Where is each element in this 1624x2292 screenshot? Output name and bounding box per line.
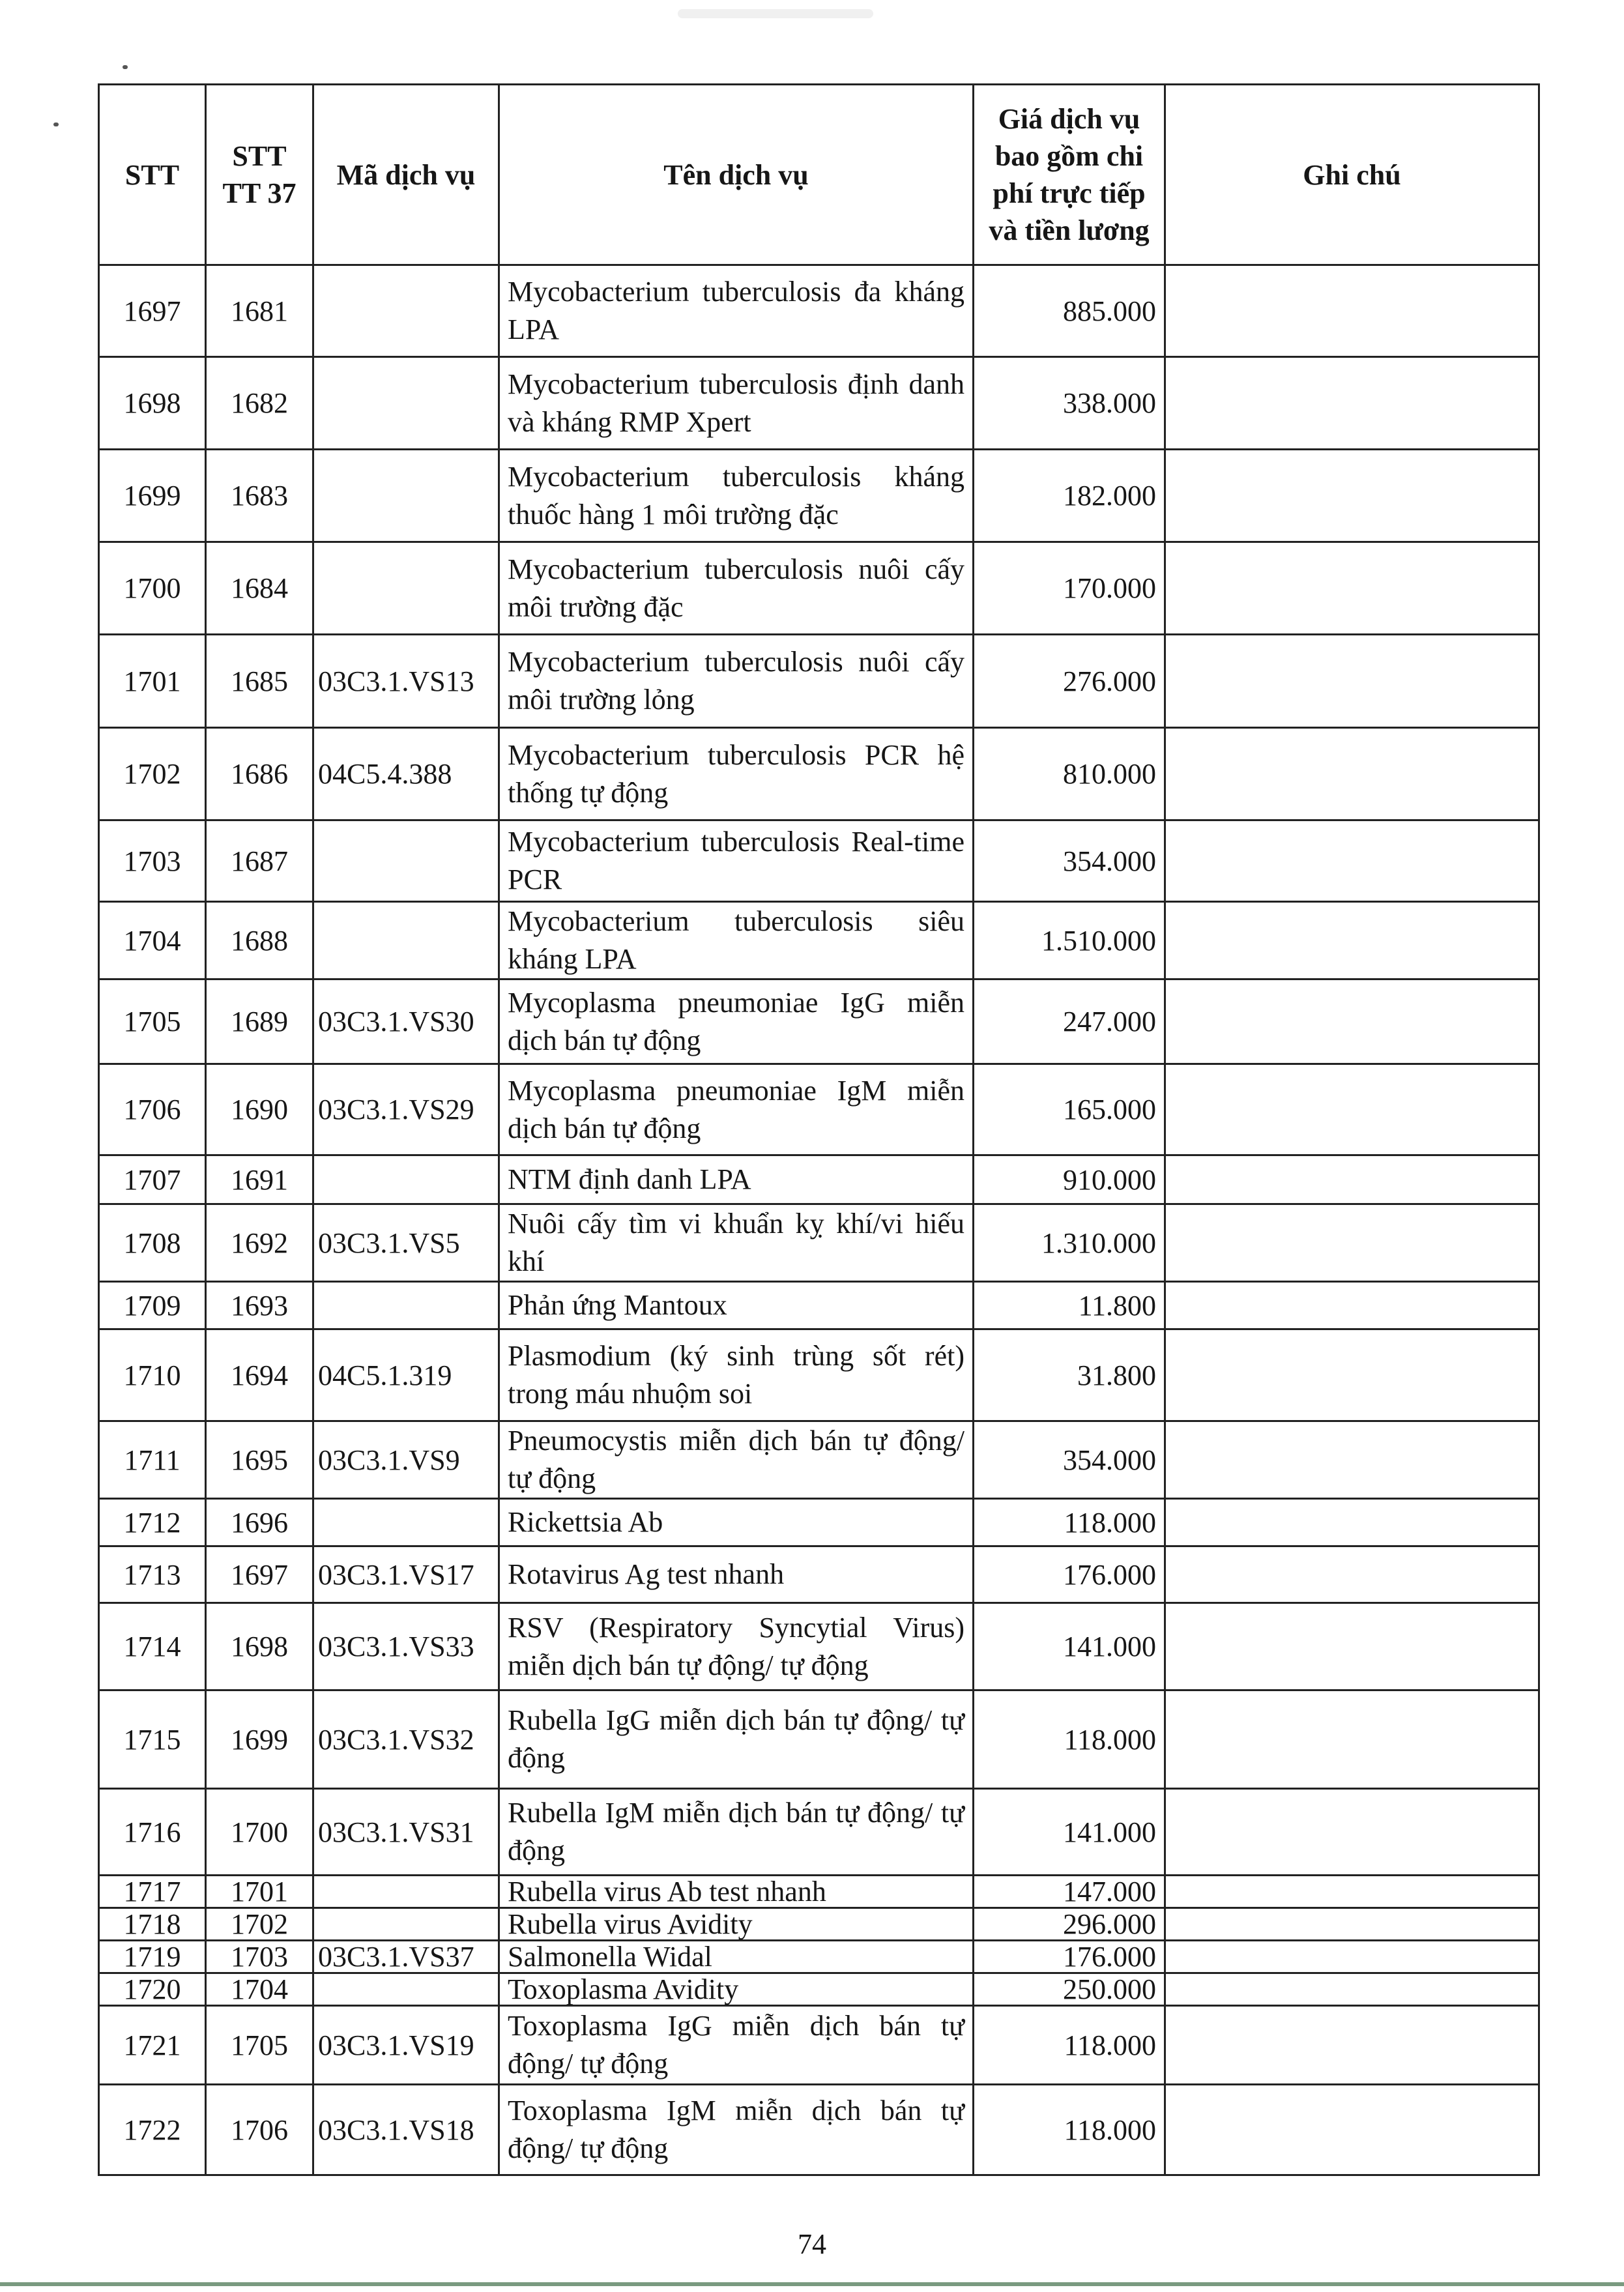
scan-smudge: [678, 9, 873, 18]
service-name-cell: RSV (Respiratory Syncytial Virus) miễn dịch bán tự động/ tự động: [499, 1603, 974, 1690]
stt-tt37-cell: 1701: [206, 1876, 313, 1908]
note-cell: [1165, 1155, 1539, 1204]
stt-tt37-cell: 1681: [206, 265, 313, 357]
service-code-cell: [313, 450, 499, 542]
stt-tt37-cell: 1684: [206, 542, 313, 635]
note-cell: [1165, 1499, 1539, 1546]
service-code-cell: 03C3.1.VS17: [313, 1546, 499, 1603]
service-name-cell: Rubella IgM miễn dịch bán tự động/ tự động: [499, 1789, 974, 1876]
stt-tt37-cell: 1702: [206, 1908, 313, 1941]
note-cell: [1165, 1329, 1539, 1421]
service-code-cell: 03C3.1.VS29: [313, 1064, 499, 1155]
service-name-cell: Nuôi cấy tìm vi khuẩn kỵ khí/vi hiếu khí: [499, 1204, 974, 1282]
stt-tt37-cell: 1705: [206, 2006, 313, 2085]
stt-tt37-cell: 1685: [206, 635, 313, 728]
service-name-cell: Mycoplasma pneumoniae IgG miễn dịch bán tự động: [499, 979, 974, 1064]
service-code-cell: 03C3.1.VS32: [313, 1690, 499, 1789]
table-row: [99, 1421, 1539, 1499]
service-code-cell: 03C3.1.VS19: [313, 2006, 499, 2085]
note-cell: [1165, 728, 1539, 820]
service-name-cell: Rickettsia Ab: [499, 1499, 974, 1546]
note-cell: [1165, 1603, 1539, 1690]
stt-cell: 1706: [99, 1064, 206, 1155]
service-code-cell: [313, 1499, 499, 1546]
service-name-cell: Mycobacterium tuberculosis Real-time PCR: [499, 820, 974, 902]
stt-tt37-cell: 1687: [206, 820, 313, 902]
stt-tt37-cell: 1698: [206, 1603, 313, 1690]
stt-tt37-cell: 1706: [206, 2085, 313, 2175]
stt-tt37-cell: 1697: [206, 1546, 313, 1603]
price-cell: 247.000: [974, 979, 1165, 1064]
stt-cell: 1711: [99, 1421, 206, 1499]
service-name-cell: Salmonella Widal: [499, 1941, 974, 1973]
service-name-cell: Mycobacterium tuberculosis kháng thuốc hàng 1 môi trường đặc: [499, 450, 974, 542]
service-name-cell: Phản ứng Mantoux: [499, 1282, 974, 1329]
scan-dot: [53, 123, 59, 126]
price-cell: 910.000: [974, 1155, 1165, 1204]
service-name-cell: Toxoplasma Avidity: [499, 1973, 974, 2006]
service-name-cell: Rubella virus Avidity: [499, 1908, 974, 1941]
price-cell: 176.000: [974, 1546, 1165, 1603]
table-row: [99, 1603, 1539, 1690]
header-stt-tt37: STT TT 37: [206, 85, 313, 265]
header-service-name: Tên dịch vụ: [499, 85, 974, 265]
service-code-cell: [313, 1876, 499, 1908]
price-cell: 11.800: [974, 1282, 1165, 1329]
note-cell: [1165, 979, 1539, 1064]
price-cell: 276.000: [974, 635, 1165, 728]
table-row: [99, 1204, 1539, 1282]
note-cell: [1165, 1941, 1539, 1973]
table-row: [99, 1690, 1539, 1789]
note-cell: [1165, 1690, 1539, 1789]
service-name-cell: Mycoplasma pneumoniae IgM miễn dịch bán tự động: [499, 1064, 974, 1155]
stt-cell: 1714: [99, 1603, 206, 1690]
price-cell: 250.000: [974, 1973, 1165, 2006]
stt-tt37-cell: 1682: [206, 357, 313, 450]
note-cell: [1165, 1908, 1539, 1941]
service-code-cell: [313, 1908, 499, 1941]
scan-dot: [123, 65, 128, 69]
stt-cell: 1712: [99, 1499, 206, 1546]
price-cell: 141.000: [974, 1789, 1165, 1876]
note-cell: [1165, 1204, 1539, 1282]
note-cell: [1165, 542, 1539, 635]
price-cell: 176.000: [974, 1941, 1165, 1973]
table-row: [99, 635, 1539, 728]
note-cell: [1165, 450, 1539, 542]
table-row: [99, 820, 1539, 902]
price-cell: 118.000: [974, 1690, 1165, 1789]
price-cell: 1.310.000: [974, 1204, 1165, 1282]
table-row: [99, 265, 1539, 357]
table-row: [99, 357, 1539, 450]
service-code-cell: 03C3.1.VS30: [313, 979, 499, 1064]
stt-tt37-cell: 1683: [206, 450, 313, 542]
price-cell: 141.000: [974, 1603, 1165, 1690]
stt-tt37-cell: 1691: [206, 1155, 313, 1204]
stt-cell: 1719: [99, 1941, 206, 1973]
price-cell: 810.000: [974, 728, 1165, 820]
table-row: [99, 542, 1539, 635]
stt-tt37-cell: 1695: [206, 1421, 313, 1499]
service-code-cell: 03C3.1.VS13: [313, 635, 499, 728]
stt-tt37-cell: 1686: [206, 728, 313, 820]
stt-tt37-cell: 1693: [206, 1282, 313, 1329]
service-name-cell: Rubella IgG miễn dịch bán tự động/ tự động: [499, 1690, 974, 1789]
note-cell: [1165, 1876, 1539, 1908]
table-row: [99, 450, 1539, 542]
price-cell: 118.000: [974, 2085, 1165, 2175]
price-cell: 354.000: [974, 820, 1165, 902]
service-name-cell: Toxoplasma IgM miễn dịch bán tự động/ tự động: [499, 2085, 974, 2175]
table-row: [99, 1941, 1539, 1973]
service-name-cell: Mycobacterium tuberculosis đa kháng LPA: [499, 265, 974, 357]
table-row: [99, 1155, 1539, 1204]
stt-cell: 1713: [99, 1546, 206, 1603]
stt-cell: 1722: [99, 2085, 206, 2175]
header-service-code: Mã dịch vụ: [313, 85, 499, 265]
price-cell: 118.000: [974, 1499, 1165, 1546]
stt-tt37-cell: 1690: [206, 1064, 313, 1155]
service-name-cell: Plasmodium (ký sinh trùng sốt rét) trong máu nhuộm soi: [499, 1329, 974, 1421]
service-code-cell: [313, 820, 499, 902]
note-cell: [1165, 265, 1539, 357]
price-cell: 296.000: [974, 1908, 1165, 1941]
price-cell: 338.000: [974, 357, 1165, 450]
stt-tt37-cell: 1688: [206, 902, 313, 979]
stt-cell: 1720: [99, 1973, 206, 2006]
service-code-cell: [313, 1155, 499, 1204]
stt-cell: 1710: [99, 1329, 206, 1421]
stt-cell: 1718: [99, 1908, 206, 1941]
note-cell: [1165, 1282, 1539, 1329]
table-row: [99, 1973, 1539, 2006]
price-cell: 165.000: [974, 1064, 1165, 1155]
stt-tt37-cell: 1703: [206, 1941, 313, 1973]
service-code-cell: [313, 265, 499, 357]
service-code-cell: 03C3.1.VS9: [313, 1421, 499, 1499]
stt-cell: 1704: [99, 902, 206, 979]
note-cell: [1165, 635, 1539, 728]
stt-cell: 1698: [99, 357, 206, 450]
stt-tt37-cell: 1694: [206, 1329, 313, 1421]
service-code-cell: 03C3.1.VS37: [313, 1941, 499, 1973]
table-row: [99, 728, 1539, 820]
table-row: [99, 1789, 1539, 1876]
service-name-cell: Mycobacterium tuberculosis PCR hệ thống tự động: [499, 728, 974, 820]
note-cell: [1165, 1064, 1539, 1155]
stt-cell: 1707: [99, 1155, 206, 1204]
price-cell: 31.800: [974, 1329, 1165, 1421]
note-cell: [1165, 2085, 1539, 2175]
stt-cell: 1716: [99, 1789, 206, 1876]
header-stt: STT: [99, 85, 206, 265]
note-cell: [1165, 1421, 1539, 1499]
stt-tt37-cell: 1696: [206, 1499, 313, 1546]
service-name-cell: Rotavirus Ag test nhanh: [499, 1546, 974, 1603]
note-cell: [1165, 1789, 1539, 1876]
stt-cell: 1700: [99, 542, 206, 635]
service-name-cell: Toxoplasma IgG miễn dịch bán tự động/ tự động: [499, 2006, 974, 2085]
note-cell: [1165, 2006, 1539, 2085]
stt-tt37-cell: 1692: [206, 1204, 313, 1282]
service-name-cell: Mycobacterium tuberculosis định danh và kháng RMP Xpert: [499, 357, 974, 450]
note-cell: [1165, 820, 1539, 902]
stt-tt37-cell: 1689: [206, 979, 313, 1064]
service-name-cell: Mycobacterium tuberculosis nuôi cấy môi trường đặc: [499, 542, 974, 635]
stt-cell: 1715: [99, 1690, 206, 1789]
price-cell: 885.000: [974, 265, 1165, 357]
stt-cell: 1709: [99, 1282, 206, 1329]
stt-tt37-cell: 1704: [206, 1973, 313, 2006]
stt-cell: 1708: [99, 1204, 206, 1282]
footer-rule: [0, 2282, 1624, 2286]
service-name-cell: Pneumocystis miễn dịch bán tự động/ tự động: [499, 1421, 974, 1499]
stt-cell: 1697: [99, 265, 206, 357]
service-name-cell: NTM định danh LPA: [499, 1155, 974, 1204]
service-name-cell: Rubella virus Ab test nhanh: [499, 1876, 974, 1908]
table-row: [99, 1064, 1539, 1155]
service-code-cell: [313, 542, 499, 635]
stt-tt37-cell: 1700: [206, 1789, 313, 1876]
price-cell: 182.000: [974, 450, 1165, 542]
note-cell: [1165, 1546, 1539, 1603]
note-cell: [1165, 1973, 1539, 2006]
note-cell: [1165, 902, 1539, 979]
service-code-cell: 04C5.1.319: [313, 1329, 499, 1421]
table-row: [99, 979, 1539, 1064]
service-name-cell: Mycobacterium tuberculosis nuôi cấy môi trường lỏng: [499, 635, 974, 728]
stt-cell: 1721: [99, 2006, 206, 2085]
table-row: [99, 2006, 1539, 2085]
service-code-cell: 04C5.4.388: [313, 728, 499, 820]
stt-cell: 1703: [99, 820, 206, 902]
service-code-cell: 03C3.1.VS5: [313, 1204, 499, 1282]
price-cell: 1.510.000: [974, 902, 1165, 979]
price-cell: 170.000: [974, 542, 1165, 635]
table-row: [99, 1499, 1539, 1546]
table-row: [99, 902, 1539, 979]
service-name-cell: Mycobacterium tuberculosis siêu kháng LPA: [499, 902, 974, 979]
table-row: [99, 1908, 1539, 1941]
service-code-cell: [313, 357, 499, 450]
stt-cell: 1701: [99, 635, 206, 728]
service-code-cell: 03C3.1.VS31: [313, 1789, 499, 1876]
price-cell: 147.000: [974, 1876, 1165, 1908]
table-row: [99, 1876, 1539, 1908]
stt-cell: 1699: [99, 450, 206, 542]
header-note: Ghi chú: [1165, 85, 1539, 265]
table-row: [99, 1329, 1539, 1421]
price-cell: 354.000: [974, 1421, 1165, 1499]
service-code-cell: [313, 1282, 499, 1329]
table-header-row: [99, 85, 1539, 265]
stt-cell: 1717: [99, 1876, 206, 1908]
service-code-cell: 03C3.1.VS18: [313, 2085, 499, 2175]
table-row: [99, 2085, 1539, 2175]
price-cell: 118.000: [974, 2006, 1165, 2085]
table-row: [99, 1282, 1539, 1329]
note-cell: [1165, 357, 1539, 450]
service-code-cell: 03C3.1.VS33: [313, 1603, 499, 1690]
page-number: 74: [798, 2228, 826, 2260]
table-row: [99, 1546, 1539, 1603]
service-code-cell: [313, 902, 499, 979]
service-code-cell: [313, 1973, 499, 2006]
stt-cell: 1702: [99, 728, 206, 820]
stt-cell: 1705: [99, 979, 206, 1064]
price-table: [98, 83, 1540, 2176]
header-price: Giá dịch vụ bao gồm chi phí trực tiếp và tiền lương: [974, 85, 1165, 265]
stt-tt37-cell: 1699: [206, 1690, 313, 1789]
